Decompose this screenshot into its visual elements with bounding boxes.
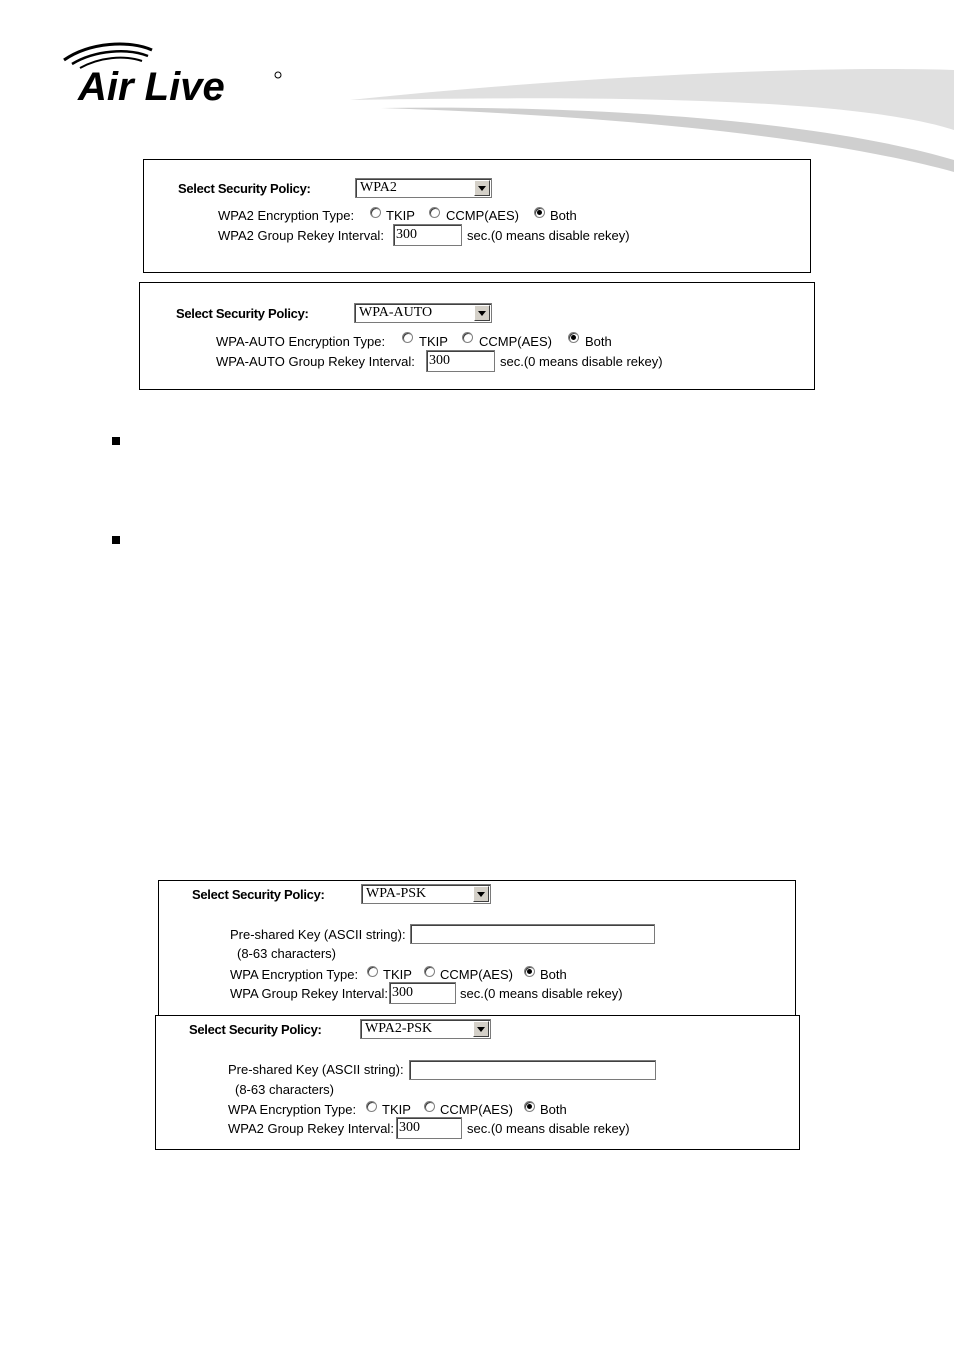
dropdown-arrow-icon[interactable] <box>474 305 490 321</box>
radio-tkip[interactable] <box>367 966 378 977</box>
dropdown-arrow-icon[interactable] <box>473 886 489 902</box>
panel-wpa-psk <box>158 880 796 1016</box>
psk-input[interactable] <box>410 924 655 944</box>
radio-both[interactable] <box>568 332 579 343</box>
radio-ccmp-label: CCMP(AES) <box>446 208 519 223</box>
encryption-type-label: WPA Encryption Type: <box>230 967 359 982</box>
rekey-interval-label: WPA-AUTO Group Rekey Interval: <box>216 354 415 369</box>
policy-select[interactable] <box>354 303 492 323</box>
radio-ccmp-label: CCMP(AES) <box>440 1102 513 1117</box>
policy-label: Select Security Policy: <box>178 181 311 196</box>
panel-wpa-auto <box>139 282 815 390</box>
rekey-hint: sec.(0 means disable rekey) <box>460 986 623 1001</box>
policy-label: Select Security Policy: <box>192 887 325 902</box>
policy-select-value: WPA2 <box>360 180 397 195</box>
radio-both-label: Both <box>540 1102 567 1117</box>
rekey-interval-label: WPA2 Group Rekey Interval: <box>228 1121 394 1136</box>
psk-label: Pre-shared Key (ASCII string): <box>228 1062 404 1077</box>
psk-input[interactable] <box>409 1060 656 1080</box>
radio-ccmp[interactable] <box>424 966 435 977</box>
policy-select[interactable] <box>355 178 492 198</box>
radio-both[interactable] <box>524 1101 535 1112</box>
radio-both-label: Both <box>585 334 612 349</box>
logo-text: Air Live <box>78 65 225 109</box>
psk-hint: (8-63 characters) <box>237 946 336 961</box>
radio-tkip[interactable] <box>402 332 413 343</box>
radio-ccmp[interactable] <box>424 1101 435 1112</box>
rekey-interval-input[interactable]: 300 <box>393 224 462 246</box>
rekey-hint: sec.(0 means disable rekey) <box>500 354 663 369</box>
radio-ccmp-label: CCMP(AES) <box>479 334 552 349</box>
radio-ccmp[interactable] <box>462 332 473 343</box>
psk-label: Pre-shared Key (ASCII string): <box>230 927 406 942</box>
rekey-interval-input[interactable]: 300 <box>389 982 456 1004</box>
rekey-hint: sec.(0 means disable rekey) <box>467 1121 630 1136</box>
encryption-type-label: WPA-AUTO Encryption Type: <box>216 334 386 349</box>
encryption-type-label: WPA2 Encryption Type: <box>218 208 355 223</box>
radio-tkip-label: TKIP <box>382 1102 411 1117</box>
policy-select[interactable] <box>360 1019 491 1039</box>
policy-select[interactable] <box>361 884 491 904</box>
radio-both-label: Both <box>550 208 577 223</box>
radio-both[interactable] <box>524 966 535 977</box>
radio-both[interactable] <box>534 207 545 218</box>
policy-select-value: WPA2-PSK <box>365 1021 433 1036</box>
policy-label: Select Security Policy: <box>189 1022 322 1037</box>
dropdown-arrow-icon[interactable] <box>473 1021 489 1037</box>
panel-wpa2-psk <box>155 1015 800 1150</box>
radio-tkip[interactable] <box>370 207 381 218</box>
radio-ccmp-label: CCMP(AES) <box>440 967 513 982</box>
rekey-interval-input[interactable]: 300 <box>396 1117 462 1139</box>
airlive-logo <box>60 40 290 110</box>
rekey-interval-label: WPA2 Group Rekey Interval: <box>218 228 384 243</box>
rekey-interval-label: WPA Group Rekey Interval: <box>230 986 388 1001</box>
radio-tkip-label: TKIP <box>386 208 415 223</box>
rekey-interval-input[interactable]: 300 <box>426 350 495 372</box>
psk-hint: (8-63 characters) <box>235 1082 334 1097</box>
radio-tkip-label: TKIP <box>383 967 412 982</box>
radio-both-label: Both <box>540 967 567 982</box>
radio-tkip[interactable] <box>366 1101 377 1112</box>
rekey-hint: sec.(0 means disable rekey) <box>467 228 630 243</box>
dropdown-arrow-icon[interactable] <box>474 180 490 196</box>
panel-wpa2 <box>143 159 811 273</box>
bullet-marker <box>112 536 120 544</box>
policy-select-value: WPA-PSK <box>366 886 427 901</box>
radio-tkip-label: TKIP <box>419 334 448 349</box>
encryption-type-label: WPA Encryption Type: <box>228 1102 357 1117</box>
policy-select-value: WPA-AUTO <box>359 305 433 320</box>
policy-label: Select Security Policy: <box>176 306 309 321</box>
bullet-marker <box>112 437 120 445</box>
radio-ccmp[interactable] <box>429 207 440 218</box>
